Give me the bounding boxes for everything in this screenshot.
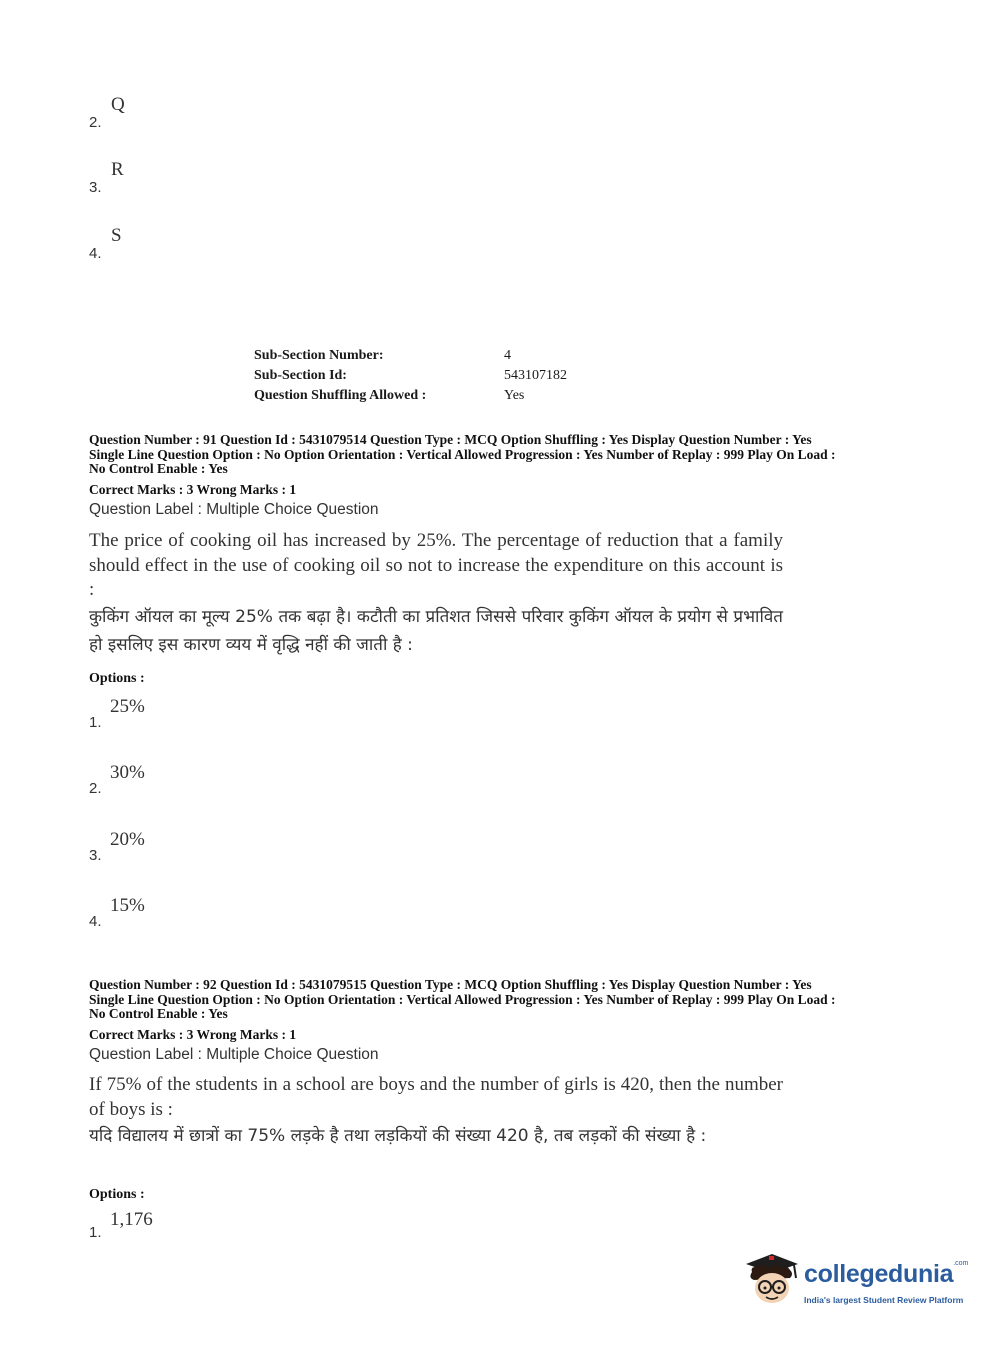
option-number: 4.: [89, 913, 102, 930]
question-text: [89, 529, 783, 659]
option-value: Q: [111, 94, 125, 115]
option-number: 3.: [89, 179, 102, 196]
meta-line: No Control Enable : Yes: [89, 1006, 228, 1021]
option-value: S: [111, 225, 122, 246]
question-text-english: The price of cooking oil has increased by 25%. The percentage of reduction that a family should effect in the use of cooking oil so not to increase the expenditure on this account is :: [89, 530, 783, 600]
collegedunia-logo: [742, 1250, 972, 1312]
meta-line: Single Line Question Option : No Option Orientation : Vertical Allowed Progression : Yes Number of Replay : 999 Play On Load :: [89, 991, 836, 1007]
question-text-hindi: यदि विद्यालय में छात्रों का 75% लड़के है तथा लड़कियों की संख्या 420 है, तब लड़कों की संख्या है :: [89, 1126, 707, 1146]
question-text-english: If 75% of the students in a school are boys and the number of girls is 420, then the number of boys is :: [89, 1074, 783, 1120]
question-marks: Correct Marks : 3 Wrong Marks : 1: [89, 1027, 297, 1042]
meta-line: No Control Enable : Yes: [89, 461, 228, 476]
shuffle-allowed-value: Yes: [504, 388, 525, 403]
subsection-info: [254, 348, 567, 408]
option-number: 2.: [89, 780, 102, 797]
option-number: 2.: [89, 114, 102, 131]
mascot-icon: [742, 1250, 802, 1310]
subsection-id-value: 543107182: [504, 368, 567, 383]
meta-line: Single Line Question Option : No Option Orientation : Vertical Allowed Progression : Yes Number of Replay : 999 Play On Load :: [89, 446, 836, 462]
logo-suffix: .com: [953, 1260, 969, 1267]
option-value: 20%: [110, 829, 145, 850]
option-value: 30%: [110, 762, 145, 783]
question-label: Question Label : Multiple Choice Question: [89, 501, 379, 518]
options-label: Options :: [89, 1187, 145, 1202]
subsection-id-label: Sub-Section Id:: [254, 368, 347, 383]
subsection-number-label: Sub-Section Number:: [254, 348, 384, 363]
option-value: 15%: [110, 895, 145, 916]
meta-line: Question Number : 91 Question Id : 5431079514 Question Type : MCQ Option Shuffling : Yes Display Question Number : Yes: [89, 432, 812, 447]
question-label: Question Label : Multiple Choice Question: [89, 1046, 379, 1063]
subsection-number-value: 4: [504, 348, 511, 363]
question-marks: Correct Marks : 3 Wrong Marks : 1: [89, 482, 297, 497]
logo-brand: collegedunia: [804, 1260, 954, 1288]
option-value: 25%: [110, 696, 145, 717]
option-value: 1,176: [110, 1209, 153, 1230]
options-label: Options :: [89, 671, 145, 686]
meta-line: Question Number : 92 Question Id : 5431079515 Question Type : MCQ Option Shuffling : Yes Display Question Number : Yes: [89, 977, 812, 992]
option-number: 4.: [89, 245, 102, 262]
question-text: [89, 1073, 783, 1150]
logo-tagline: India's largest Student Review Platform: [804, 1295, 964, 1305]
question-text-hindi: कुकिंग ऑयल का मूल्य 25% तक बढ़ा है। कटौती का प्रतिशत जिससे परिवार कुकिंग ऑयल के प्रयोग से प्रभावित हो इसलिए इस कारण व्यय में वृद्धि नहीं की जाती है :: [89, 606, 783, 655]
question-meta: [89, 978, 836, 1022]
option-number: 1.: [89, 714, 102, 731]
logo-wordmark: [804, 1260, 968, 1289]
option-value: R: [111, 159, 124, 180]
option-number: 1.: [89, 1224, 102, 1241]
shuffle-allowed-label: Question Shuffling Allowed :: [254, 388, 427, 403]
option-number: 3.: [89, 847, 102, 864]
question-meta: [89, 433, 836, 477]
